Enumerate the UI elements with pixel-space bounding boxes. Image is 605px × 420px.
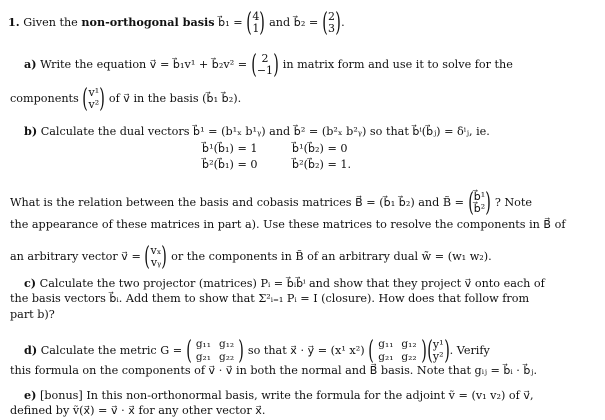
- part-c-line2: the basis vectors b⃗ᵢ. Add them to show that Σ²ᵢ₌₁ Pᵢ = I (closure). How does that follow from: [10, 292, 530, 305]
- arbitrary-vector: vₓ vᵧ: [150, 244, 162, 269]
- dual-eq-2a: b⃗²(b⃗₁) = 0: [202, 158, 258, 171]
- part-c-label: c): [24, 276, 37, 290]
- part-b-text5: an arbitrary vector v⃗ =: [10, 250, 141, 263]
- part-a-text1: Write the equation v⃗ = b⃗₁v¹ + b⃗₂v² =: [40, 58, 248, 71]
- b1-label: b⃗₁ =: [218, 16, 243, 29]
- part-d-line2: this formula on the components of v⃗ · v⃗ in both the normal and B⃗ basis. Note that gᵢⱼ = b⃗ᵢ · b⃗ⱼ.: [10, 364, 538, 377]
- part-a-line2: components ( v¹ v² ) of v⃗ in the basis (b⃗₁ b⃗₂).: [10, 84, 242, 114]
- part-b-line4: an arbitrary vector v⃗ = ( vₓ vᵧ ) or the components in B̃ of an arbitrary dual w̃ = (w₁ w₂).: [10, 242, 492, 272]
- part-b-text3: ? Note: [494, 196, 533, 209]
- part-d-text3: . Verify: [449, 344, 490, 357]
- bold-term: non-orthogonal basis: [81, 15, 215, 29]
- y-vector: y¹ y²: [432, 338, 444, 363]
- part-c-line1: [24, 276, 545, 291]
- metric-matrix: g₁₁ g₁₂ g₂₁ g₂₂: [195, 338, 235, 363]
- metric-matrix-repeat: g₁₁ g₁₂ g₂₁ g₂₂: [378, 338, 417, 363]
- part-a-text4: of v⃗ in the basis (b⃗₁ b⃗₂).: [108, 92, 242, 105]
- part-a-line1: a) Write the equation v⃗ = b⃗₁v¹ + b⃗₂v² = ( 2 −1 ) in matrix form and use it to solve for the: [24, 50, 513, 80]
- part-c-text1: Calculate the two projector (matrices) Pᵢ = b⃗ᵢb⃗ⁱ and show that they project v⃗ onto each of: [39, 277, 545, 290]
- cobasis-vector: b⃗¹ b⃗²: [473, 190, 486, 215]
- part-d-text2: so that x⃗ · y⃗ = (x¹ x²): [247, 344, 365, 357]
- part-a-label: a): [24, 57, 37, 71]
- intro-text: Given the: [23, 16, 78, 29]
- part-a-text2: in matrix form and use it to solve for the: [282, 58, 513, 71]
- part-b-line1: [24, 124, 490, 139]
- b1-vector: 4 1: [252, 10, 260, 35]
- dual-eq-1a: b⃗¹(b⃗₁) = 1: [202, 142, 258, 155]
- dual-eq-2b: b⃗²(b⃗₂) = 1.: [292, 158, 352, 171]
- part-b-line2: What is the relation between the basis and cobasis matrices B⃗ = (b⃗₁ b⃗₂) and B̃ = ( b⃗¹ b⃗² ) ? Note: [10, 188, 533, 218]
- part-d-line1: d) Calculate the metric G = ( g₁₁ g₁₂ g₂₁ g₂₂ ) so that x⃗ · y⃗ = (x¹ x²) ( g₁₁ g₁₂ g₂₁ g₂₂ )( y¹ y² ). Verify: [24, 336, 490, 366]
- b2-label: b⃗₂ =: [293, 16, 319, 29]
- problem-heading: 1. Given the non-orthogonal basis b⃗₁ = ( 4 1 ) and b⃗₂ = ( 2 3 ).: [8, 8, 345, 38]
- part-b-text1: Calculate the dual vectors b⃗¹ = (b¹ₓ b¹ᵧ) and b⃗² = (b²ₓ b²ᵧ) so that b⃗ⁱ(b⃗ⱼ) = δⁱⱼ, ie.: [40, 125, 490, 138]
- part-e-label: e): [24, 388, 37, 402]
- part-e-line1: [24, 388, 534, 403]
- problem-number: 1.: [8, 15, 20, 29]
- part-b-text6: or the components in B̃ of an arbitrary dual w̃ = (w₁ w₂).: [171, 250, 492, 263]
- part-b-label: b): [24, 124, 38, 138]
- component-vector: v¹ v²: [88, 86, 100, 111]
- part-e-text1: [bonus] In this non-orthonormal basis, write the formula for the adjoint ṽ = (v₁ v₂) of v⃗,: [39, 389, 534, 402]
- part-c-line3: part b)?: [10, 308, 55, 321]
- part-a-vector: 2 −1: [256, 52, 274, 77]
- part-b-text2: What is the relation between the basis and cobasis matrices B⃗ = (b⃗₁ b⃗₂) and B̃ =: [10, 196, 464, 209]
- part-e-line2: defined by ṽ(x⃗) = v⃗ · x⃗ for any other vector x⃗.: [10, 404, 266, 417]
- b2-vector: 2 3: [327, 10, 335, 35]
- part-b-line3: the appearance of these matrices in part a). Use these matrices to resolve the components in B⃗ of: [10, 218, 566, 231]
- part-a-text3: components: [10, 92, 79, 105]
- and-text: and: [269, 16, 291, 29]
- part-d-label: d): [24, 343, 38, 357]
- part-d-text1: Calculate the metric G =: [40, 344, 183, 357]
- dual-eq-1b: b⃗¹(b⃗₂) = 0: [292, 142, 348, 155]
